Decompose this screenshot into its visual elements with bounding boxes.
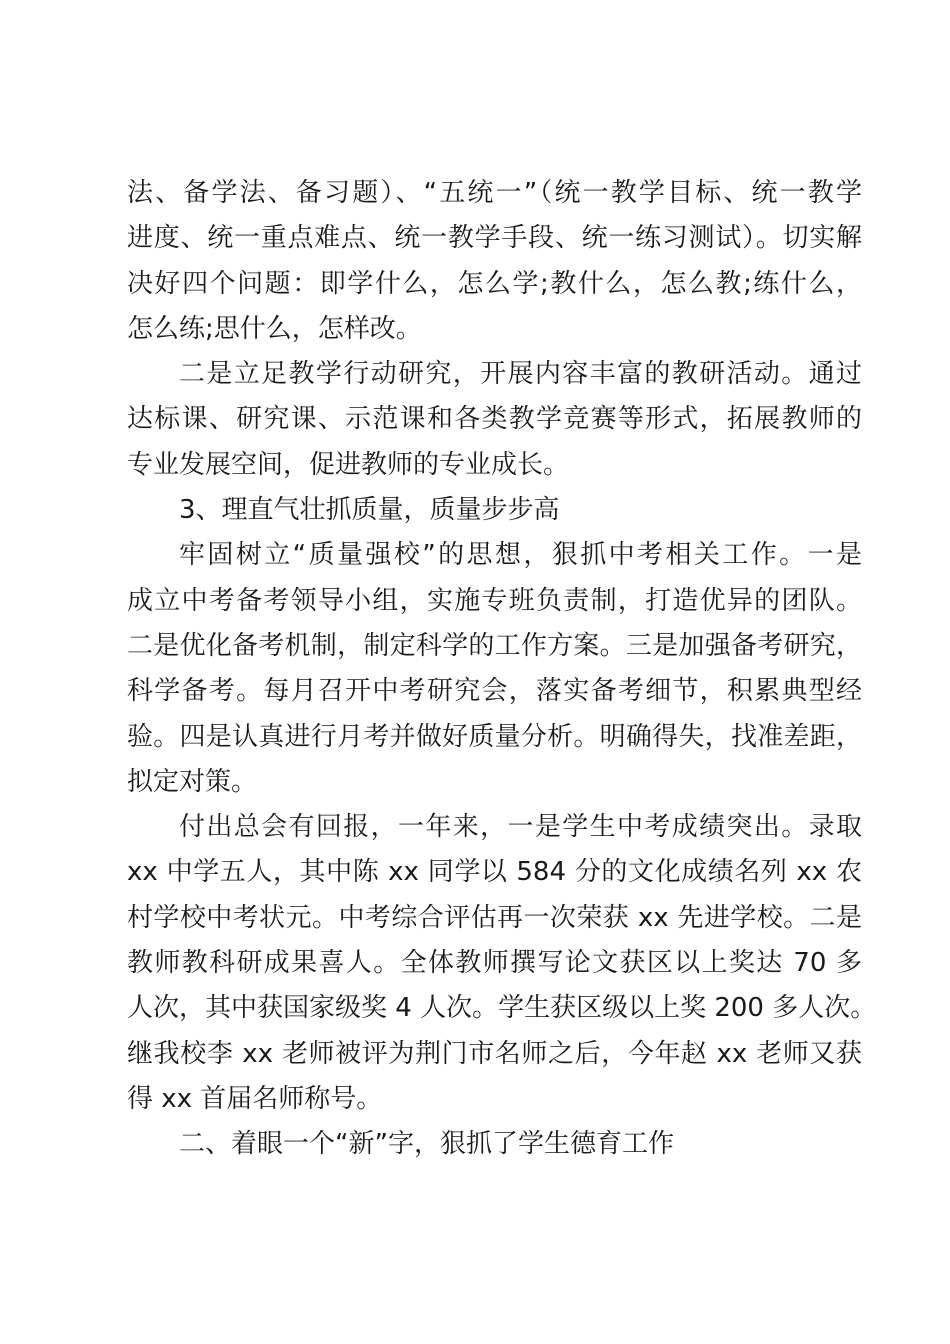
text-line: 二是优化备考机制，制定科学的工作方案。三是加强备考研究，: [127, 630, 862, 661]
text-line: 二是立足教学行动研究，开展内容丰富的教研活动。通过: [179, 359, 862, 390]
text-line: 人次，其中获国家级奖 4 人次。学生获区级以上奖 200 多人次。: [127, 993, 877, 1024]
text-line: 法、备学法、备习题）、“五统一”（统一教学目标、统一教学: [127, 178, 862, 208]
body-text: [127, 171, 877, 1168]
paragraph-5: [127, 805, 877, 1122]
paragraph-4: [127, 533, 862, 805]
text-line: 专业发展空间，促进教师的专业成长。: [127, 449, 570, 480]
text-line: 进度、统一重点难点、统一教学手段、统一练习测试）。切实解: [127, 223, 862, 254]
text-line: 拟定对策。: [127, 766, 258, 797]
section-heading-3: [127, 488, 862, 533]
text-line: xx 中学五人，其中陈 xx 同学以 584 分的文化成绩名列 xx 农: [127, 857, 862, 888]
paragraph-2: [127, 352, 862, 488]
heading-line: 3、理直气壮抓质量，质量步步高: [179, 495, 560, 526]
text-line: 决好四个问题：即学什么，怎么学;教什么，怎么教;练什么，: [127, 268, 862, 299]
text-line: 成立中考备考领导小组，实施专班负责制，打造优异的团队。: [127, 585, 862, 616]
text-line: 教师教科研成果喜人。全体教师撰写论文获区以上奖达 70 多: [127, 948, 862, 979]
text-line: 得 xx 首届名师称号。: [127, 1083, 383, 1114]
text-line: 付出总会有回报，一年来，一是学生中考成绩突出。录取: [179, 812, 862, 843]
text-line: 怎么练;思什么，怎样改。: [127, 313, 422, 344]
text-line: 继我校李 xx 老师被评为荆门市名师之后，今年赵 xx 老师又获: [127, 1038, 862, 1069]
heading-line: 二、着眼一个“新”字，狠抓了学生德育工作: [179, 1129, 674, 1160]
text-line: 达标课、研究课、示范课和各类教学竞赛等形式，拓展教师的: [127, 404, 862, 435]
section-heading-2: [127, 1122, 862, 1167]
text-line: 村学校中考状元。中考综合评估再一次荣获 xx 先进学校。二是: [127, 902, 862, 933]
text-line: 验。四是认真进行月考并做好质量分析。明确得失，找准差距，: [127, 721, 862, 752]
text-line: 科学备考。每月召开中考研究会，落实备考细节，积累典型经: [127, 676, 862, 707]
paragraph-1: [127, 171, 862, 352]
text-line: 牢固树立“质量强校”的思想，狠抓中考相关工作。一是: [179, 540, 862, 571]
